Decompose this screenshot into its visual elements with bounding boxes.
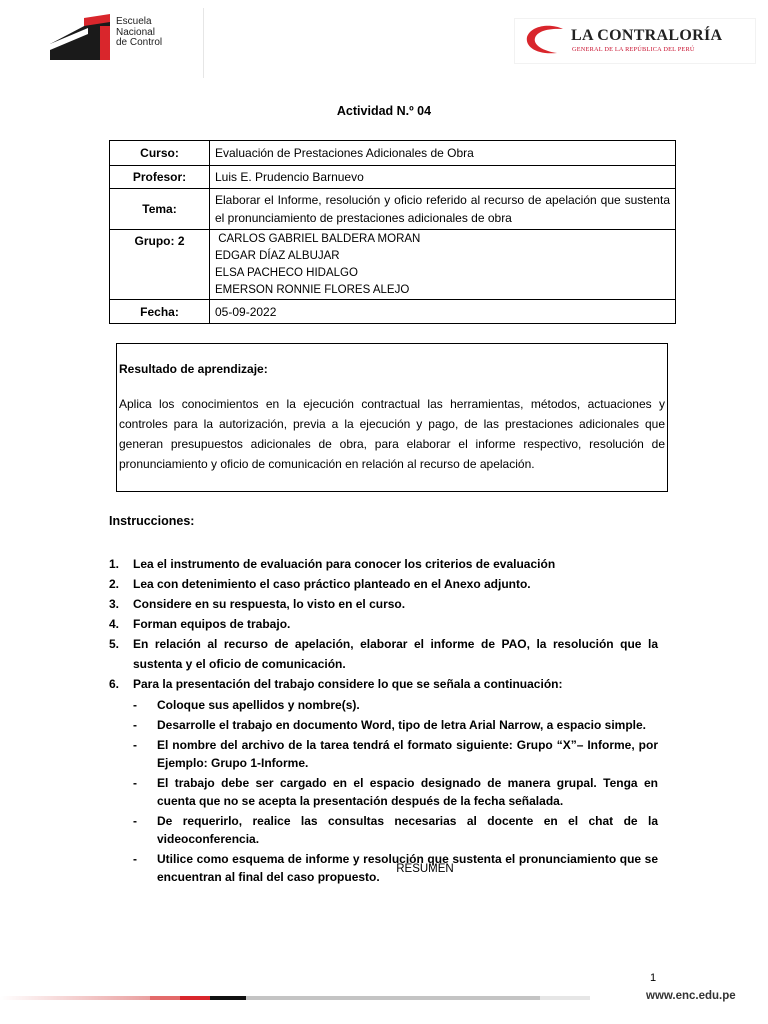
header-divider xyxy=(203,8,204,78)
member-name: CARLOS GABRIEL BALDERA MORAN xyxy=(215,232,421,245)
sub-list-item: - El trabajo debe ser cargado en el espacio designado de manera grupal. Tenga en cuenta que no se acepta la presentación después de la fecha señalada. xyxy=(133,776,658,808)
member-name: ELSA PACHECO HIDALGO xyxy=(215,266,358,279)
learning-outcome-heading: Resultado de aprendizaje: xyxy=(119,362,268,376)
page-title: Actividad N.º 04 xyxy=(336,104,432,118)
profesor-value: Luis E. Prudencio Barnuevo xyxy=(210,166,676,189)
enc-logo xyxy=(48,14,208,64)
curso-label: Curso: xyxy=(110,141,210,166)
sub-list-item: - De requerirlo, realice las consultas necesarias al docente en el chat de la videoconferencia. xyxy=(133,814,658,846)
table-row xyxy=(110,300,676,324)
sub-list-item: - El nombre del archivo de la tarea tendrá el formato siguiente: Grupo “X”– Informe, por Ejemplo: Grupo 1-Informe. xyxy=(133,738,658,770)
sub-list xyxy=(133,696,658,886)
tema-label: Tema: xyxy=(110,189,210,230)
page-header xyxy=(0,0,768,80)
fecha-label: Fecha: xyxy=(110,300,210,324)
website-link[interactable]: www.enc.edu.pe xyxy=(646,990,736,1002)
grupo-label: Grupo: 2 xyxy=(110,230,210,300)
footer-color-bar xyxy=(0,996,590,1000)
contraloria-swoosh-icon xyxy=(523,23,567,57)
list-item: 3. Considere en su respuesta, lo visto en el curso. xyxy=(109,597,406,611)
sub-list-item: - Coloque sus apellidos y nombre(s). xyxy=(133,698,360,712)
list-item: 6. Para la presentación del trabajo considere lo que se señala a continuación: - Coloque sus apellidos y nombre(s). - Desarrolle el trabajo en documento Word, tipo de letra Arial Narrow, a espacio simple. - El nombre del archivo de la tarea tendrá el formato siguiente: Grupo “X”– Informe, por Ejemplo: Grupo 1-Informe. - El trabajo debe ser cargado en el espacio designado de manera grupal. Tenga en cuenta que no se acepta la presentación después de la fecha señalada. - De requerirlo, realice las consultas necesarias al docente en el chat de la videoconferencia. - Utilice como esquema de informe y resolución que sustenta el pronunciamiento que se encuentran al final del caso propuesto. xyxy=(109,677,658,884)
list-item: 1. Lea el instrumento de evaluación para conocer los criterios de evaluación xyxy=(109,557,556,571)
table-row xyxy=(110,189,676,230)
tema-value: Elaborar el Informe, resolución y oficio referido al recurso de apelación que sustenta el pronunciamiento de prestaciones adicionales de obra xyxy=(210,189,676,230)
fecha-value: 05-09-2022 xyxy=(210,300,676,324)
member-name: EMERSON RONNIE FLORES ALEJO xyxy=(215,283,410,296)
activity-info-table xyxy=(109,140,676,324)
table-row xyxy=(110,230,676,300)
table-row xyxy=(110,141,676,166)
list-item: 2. Lea con detenimiento el caso práctico planteado en el Anexo adjunto. xyxy=(109,577,531,591)
instructions-list xyxy=(109,554,658,886)
profesor-label: Profesor: xyxy=(110,166,210,189)
learning-outcome-text: Aplica los conocimientos en la ejecución contractual las herramientas, métodos, actuaciones y controles para la autorización, previa a la ejecución y pago, de las prestaciones adicionales que generan presupuestos adicionales de obra, para elaborar el informe respectivo, resolución de pronunciamiento y oficio de comunicación en relación al recurso de apelación. xyxy=(119,397,665,471)
enc-logo-text: Escuela Nacional de Control xyxy=(116,16,163,48)
list-item: 4. Forman equipos de trabajo. xyxy=(109,617,291,631)
enc-building-icon xyxy=(48,14,112,60)
learning-outcome-box xyxy=(116,343,668,492)
sub-list-item: - Utilice como esquema de informe y resolución que sustenta el pronunciamiento que se encuentran al final del caso propuesto. xyxy=(133,852,658,884)
page-number: 1 xyxy=(650,972,657,984)
resumen-label: RESUMEN xyxy=(396,863,454,875)
list-item: 5. En relación al recurso de apelación, elaborar el informe de PAO, la resolución que la sustenta y el oficio de comunicación. xyxy=(109,637,658,671)
table-row xyxy=(110,166,676,189)
contraloria-name: LA CONTRALORÍA xyxy=(571,27,723,44)
contraloria-subtitle: GENERAL DE LA REPÚBLICA DEL PERÚ xyxy=(572,46,695,53)
instructions-heading: Instrucciones: xyxy=(109,514,195,528)
contraloria-logo xyxy=(514,18,756,64)
member-name: EDGAR DÍAZ ALBUJAR xyxy=(215,249,340,262)
sub-list-item: - Desarrolle el trabajo en documento Word, tipo de letra Arial Narrow, a espacio simple. xyxy=(133,718,647,732)
curso-value: Evaluación de Prestaciones Adicionales de Obra xyxy=(210,141,676,166)
grupo-members xyxy=(210,230,676,300)
